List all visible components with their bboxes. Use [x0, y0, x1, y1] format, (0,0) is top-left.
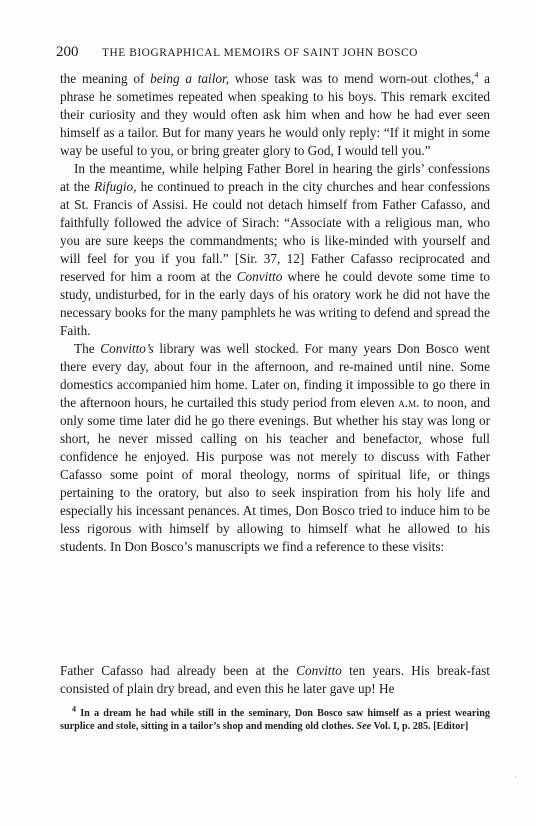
text-run: the meaning of	[60, 71, 151, 86]
text-run: In the meantime, while helping Father Borel in hearing the girls’ confessions at the	[60, 161, 490, 194]
text-run: In a dream he had while still in the seminary, Don Bosco saw himself as a priest wearing surplice and stole, sitting in a tailor’s shop and mending old clothes.	[60, 708, 490, 732]
text-run: Vol. I, p. 285. [Editor]	[371, 720, 469, 732]
italic-text: being a tailor,	[150, 71, 230, 86]
text-run: Father Cafasso had already been at the	[60, 663, 297, 678]
body-text	[60, 70, 490, 556]
page-number: 200	[56, 44, 79, 60]
text-run: where he could devote some time to study, undisturbed, for in the early days of his oratory work he did not have the necessary books for the many pamphlets he was writing to defend and spread the Faith.	[60, 269, 490, 338]
small-caps-text: a.m.	[398, 395, 420, 410]
text-run: The	[74, 341, 101, 356]
footnote-marker: 4	[474, 70, 479, 80]
italic-text: Convitto’s	[100, 341, 154, 356]
text-run: a phrase he sometimes repeated when speaking to his boys. This remark excited their curiosity and they would often ask him when and how he had ever seen himself as a tailor. But for many years he would only reply: “If it might in some way be useful to you, or bring greater glory to God, I would tell you.”	[60, 71, 490, 158]
quote-text	[60, 662, 490, 698]
italic-text: Rifugio,	[94, 179, 137, 194]
footnote-marker: 4	[72, 704, 76, 714]
text-run: whose task was to mend worn-out clothes,	[229, 71, 475, 86]
paragraph	[60, 160, 490, 340]
italic-text: Convitto	[296, 663, 342, 678]
italic-text: See	[356, 720, 372, 732]
italic-text: Convitto	[236, 269, 283, 284]
footnote-text	[60, 704, 490, 733]
footnote	[60, 704, 490, 733]
paragraph	[60, 340, 490, 556]
paragraph	[60, 70, 490, 160]
block-quote	[60, 662, 490, 698]
scan-mark: ˌ	[514, 768, 517, 778]
page-header	[56, 43, 490, 62]
text-run: library was well stocked. For many years Don Bosco went there every day, about four in the afternoon, and re-mained until nine. Some domestics accompanied him home. Later on, finding it impossible to go there in the afternoon hours, he curtailed this study period from eleven	[60, 341, 490, 410]
running-title: THE BIOGRAPHICAL MEMOIRS OF SAINT JOHN BOSCO	[102, 47, 418, 59]
text-run: to noon, and only some time later did he go there evenings. But whether his stay was long or short, he never missed calling on his teacher and benefactor, whose full confidence he enjoyed. His purpose was not merely to discuss with Father Cafasso some point of moral theology, norms of spiritual life, or things pertaining to the oratory, but also to seek inspiration from his holy life and especially his incessant penances. At times, Don Bosco tried to induce him to be less rigorous with himself by allowing to himself what he allowed to his students. In Don Bosco’s manuscripts we find a reference to these visits:	[60, 395, 490, 554]
text-run: he continued to preach in the city churches and hear confessions at St. Francis of Assisi. He could not detach himself from Father Cafasso, and faithfully followed the advice of Sirach: “Associate with a religious man, who you are sure keeps the commandments; who is like-minded with yourself and will feel for you if you fall.” [Sir. 37, 12] Father Cafasso reciprocated and reserved for him a room at the	[60, 179, 491, 284]
text-run: ten years. His break-fast consisted of plain dry bread, and even this he later gave up! He	[60, 663, 490, 696]
